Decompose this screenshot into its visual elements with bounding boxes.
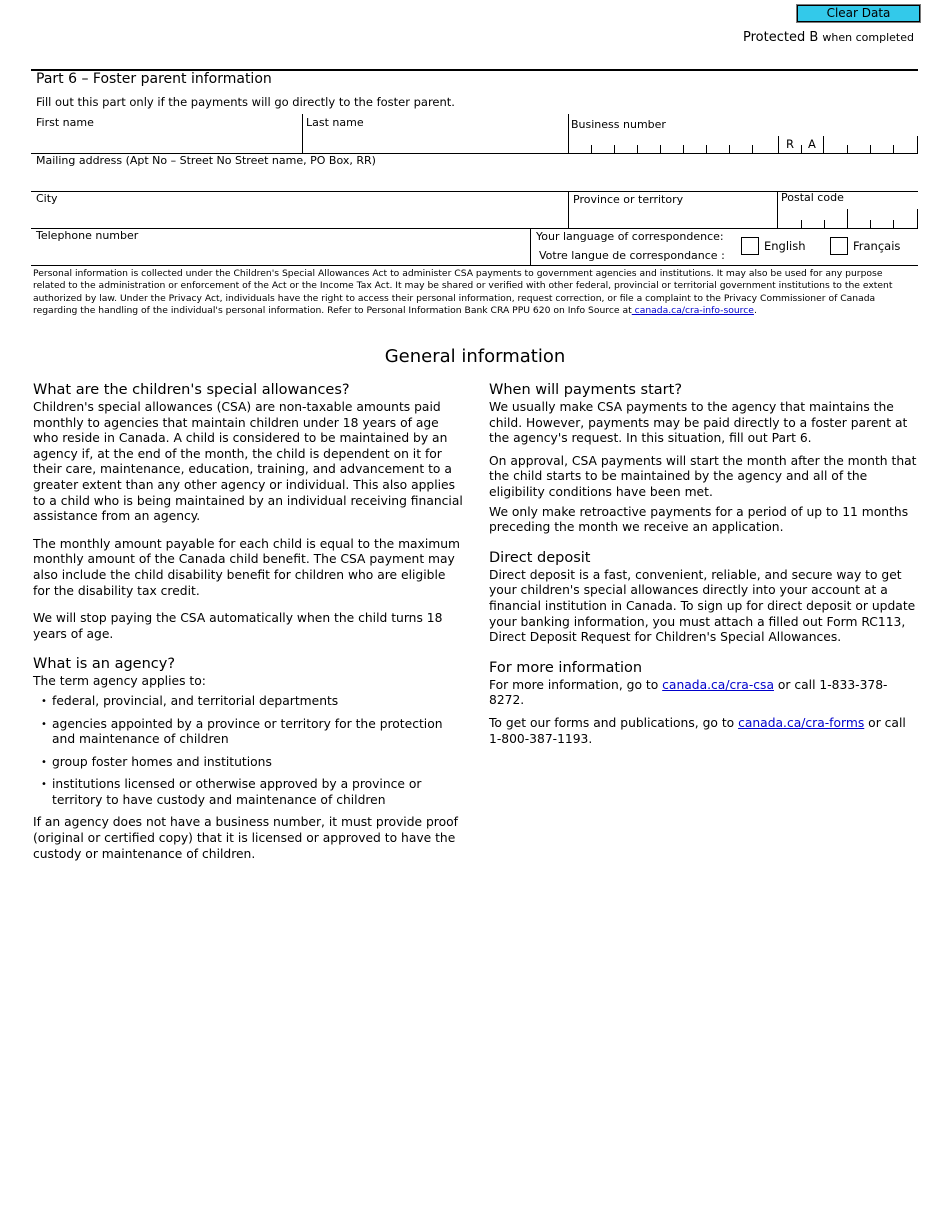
more-info-text: For more information, go to xyxy=(489,677,663,692)
csa-heading: What are the children's special allowances? xyxy=(33,382,350,398)
bn-separator xyxy=(778,136,779,153)
bn-tick xyxy=(729,145,730,153)
postal-tick xyxy=(870,220,871,228)
bn-tick xyxy=(847,145,848,153)
protected-notice xyxy=(743,30,914,45)
city-label: City xyxy=(36,192,58,205)
row-rule xyxy=(31,228,918,229)
bn-tick xyxy=(637,145,638,153)
telephone-input[interactable] xyxy=(31,243,529,264)
direct-deposit-paragraph: Direct deposit is a fast, convenient, reliable, and secure way to get your children's special allowances directly into your account at a financial institution in Canada. To sign up for direct deposit or update your banking information, you must attach a filled out Form RC113, Direct Deposit Request for Children's Special Allowances. xyxy=(489,567,916,645)
info-source-link[interactable]: canada.ca/cra-info-source xyxy=(631,304,754,316)
postal-tick xyxy=(824,220,825,228)
first-name-input[interactable] xyxy=(31,130,301,152)
right-column xyxy=(489,381,917,760)
direct-deposit-heading: Direct deposit xyxy=(489,549,591,566)
bn-tick xyxy=(591,145,592,153)
postal-tick xyxy=(801,220,802,228)
payments-paragraph: We only make retroactive payments for a period of up to 11 months preceding the month we receive an application. xyxy=(489,504,909,535)
divider xyxy=(917,209,918,228)
bn-tick xyxy=(801,145,802,153)
last-name-input[interactable] xyxy=(303,130,567,152)
bn-tick xyxy=(614,145,615,153)
agency-intro: The term agency applies to: xyxy=(33,674,206,689)
privacy-end: . xyxy=(753,304,757,316)
francais-label: Français xyxy=(853,239,901,253)
postal-code-label: Postal code xyxy=(781,191,844,204)
payments-paragraph: On approval, CSA payments will start the month after the month that the child starts to be maintained by the agency and all of the eligibility conditions have been met. xyxy=(489,453,917,499)
english-checkbox[interactable] xyxy=(741,237,759,255)
row-rule xyxy=(31,265,918,266)
language-label-en: Your language of correspondence: xyxy=(536,230,724,243)
list-item: • agencies appointed by a province or territory for the protection and maintenance of children xyxy=(33,717,465,748)
forms-text: To get our forms and publications, go to xyxy=(489,715,739,730)
more-info-paragraph xyxy=(489,678,917,709)
csa-paragraph: Children's special allowances (CSA) are non-taxable amounts paid monthly to agencies that maintain children under 18 years of age who reside in Canada. A child is considered to be maintained by an agency if, at the end of the month, the child is dependent on it for their care, maintenance, education, training, and advancement to a greater extent than any other agency or individual. This also applies to a child who is being maintained by an individual receiving financial assistance from an agency. xyxy=(33,400,463,524)
english-label: English xyxy=(764,239,806,253)
bn-tick xyxy=(683,145,684,153)
privacy-text: Personal information is collected under the Children's Special Allowances Act to administer CSA payments to government agencies and institutions. It may also be used for any purpose related to the administration or enforcement of the Act or the Income Tax Act. It may be shared or verified with other federal, provincial or territorial government institutions to the extent authorized by law. Under the Privacy Act, individuals have the right to access their personal information, request correction, or file a complaint to the Privacy Commissioner of Canada regarding the handling of the individual's personal information. Refer to Personal Information Bank CRA PPU 620 on Info Source at xyxy=(33,268,893,316)
telephone-label: Telephone number xyxy=(36,229,139,242)
list-item: • institutions licensed or otherwise approved by a province or territory to have custody and maintenance of children xyxy=(33,777,465,808)
more-info-heading: For more information xyxy=(489,659,643,676)
bn-a-label: A xyxy=(808,137,816,151)
postal-code-input[interactable] xyxy=(778,208,918,228)
more-info-text: or call 1-833-378-8272. xyxy=(489,677,888,708)
last-name-label: Last name xyxy=(306,116,364,129)
cra-forms-link[interactable]: canada.ca/cra-forms xyxy=(738,715,865,730)
bn-tick xyxy=(870,145,871,153)
general-information-title: General information xyxy=(384,346,566,367)
bn-tick xyxy=(706,145,707,153)
bn-r-label: R xyxy=(786,137,794,151)
payments-paragraph: We usually make CSA payments to the agency that maintains the child. However, payments may be paid directly to a foster parent at the agency's request. In this situation, fill out Part 6. xyxy=(489,400,908,446)
agency-list xyxy=(33,694,465,809)
left-column xyxy=(33,381,465,875)
part6-title: Part 6 – Foster parent information xyxy=(36,71,272,87)
business-number-label: Business number xyxy=(571,118,666,131)
list-item: • federal, provincial, and territorial departments xyxy=(33,694,465,710)
mailing-address-label: Mailing address (Apt No – Street No Street name, PO Box, RR) xyxy=(36,154,376,167)
cra-csa-link[interactable]: canada.ca/cra-csa xyxy=(662,677,774,692)
language-label-fr: Votre langue de correspondance : xyxy=(539,249,725,262)
bn-tick xyxy=(660,145,661,153)
business-number-input[interactable] xyxy=(569,134,918,153)
mailing-address-input[interactable] xyxy=(31,168,918,190)
part6-subtitle: Fill out this part only if the payments will go directly to the foster parent. xyxy=(36,95,455,109)
francais-checkbox[interactable] xyxy=(830,237,848,255)
province-input[interactable] xyxy=(569,208,776,228)
divider xyxy=(530,228,531,265)
csa-paragraph: The monthly amount payable for each child is equal to the maximum monthly amount of the Canada child benefit. The CSA payment may also include the child disability benefit for children who are eligible for the disability tax credit. xyxy=(33,536,461,598)
first-name-label: First name xyxy=(36,116,94,129)
payments-start-heading: When will payments start? xyxy=(489,382,683,398)
protected-label: Protected B xyxy=(743,30,819,45)
agency-outro: If an agency does not have a business number, it must provide proof (original or certified copy) that it is licensed or approved to have the custody or maintenance of children. xyxy=(33,815,458,861)
postal-tick xyxy=(893,220,894,228)
bn-tick xyxy=(752,145,753,153)
protected-suffix: when completed xyxy=(822,31,914,44)
city-input[interactable] xyxy=(31,206,567,228)
list-item: • group foster homes and institutions xyxy=(33,755,465,771)
clear-data-button[interactable]: Clear Data xyxy=(797,5,920,22)
bn-separator xyxy=(823,136,824,153)
agency-heading: What is an agency? xyxy=(33,656,176,673)
province-label: Province or territory xyxy=(573,193,684,206)
divider xyxy=(917,136,918,153)
forms-paragraph xyxy=(489,716,917,747)
postal-separator xyxy=(847,209,848,228)
privacy-notice xyxy=(33,268,893,317)
csa-paragraph: We will stop paying the CSA automatically when the child turns 18 years of age. xyxy=(33,611,443,641)
forms-text: or call 1-800-387-1193. xyxy=(489,715,906,746)
bn-tick xyxy=(893,145,894,153)
